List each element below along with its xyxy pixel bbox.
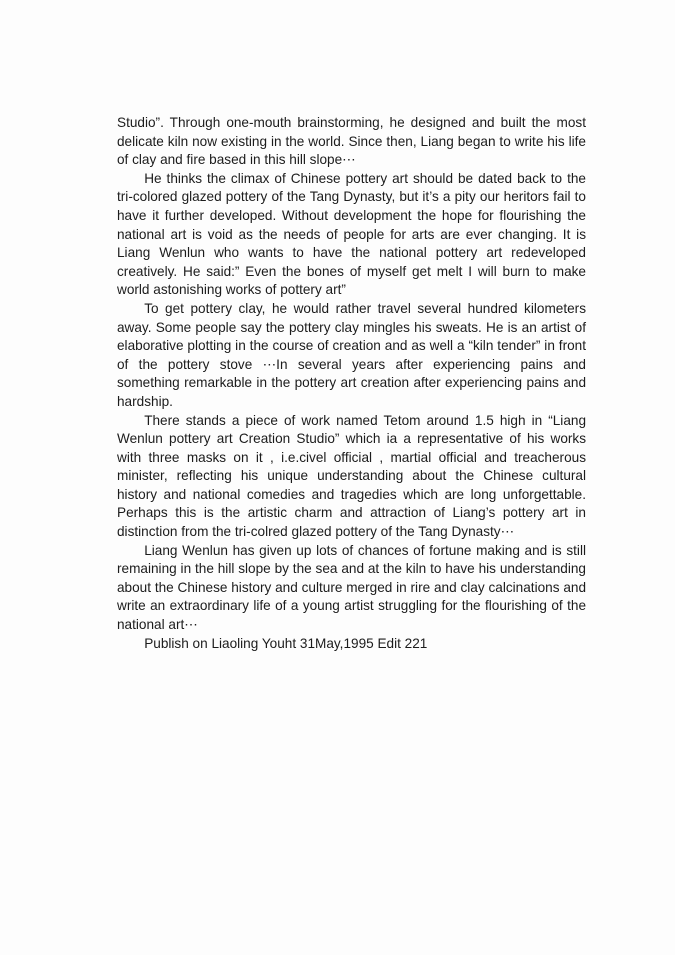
paragraph-pottery-clay: To get pottery clay, he would rather travel several hundred kilometers away. Some people say the pottery clay mingles his sweats. He is an artist of elaborative plotting in the course of creation and as well a “kiln tender” in front of the pottery stove ⋯In several years after experiencing pains and something remarkable in the pottery art creation after experiencing pains and hardship. — [117, 300, 586, 409]
paragraph-continuation: Studio”. Through one-mouth brainstorming, he designed and built the most delicate kiln now existing in the world. Since then, Liang began to write his life of clay and fire based in this hill slope⋯ — [117, 115, 586, 168]
paragraph-tetom-work: There stands a piece of work named Tetom around 1.5 high in “Liang Wenlun pottery art Creation Studio” which ia a representative of his works with three masks on it , i.e.civel official , martial official and treacherous minister, reflecting his unique understanding about the Chinese cultural history and national comedies and tragedies which are long unforgettable. Perhaps this is the artistic charm and attraction of Liang’s pottery art in distinction from the tri-colred glazed pottery of the Tang Dynasty⋯ — [117, 412, 586, 540]
article-body — [117, 114, 586, 653]
paragraph-fortune-making: Liang Wenlun has given up lots of chances of fortune making and is still remaining in the hill slope by the sea and at the kiln to have his understanding about the Chinese history and culture merged in rire and clay calcinations and write an extraordinary life of a young artist struggling for the flourishing of the national art⋯ — [117, 542, 586, 633]
publish-line: Publish on Liaoling Youht 31May,1995 Edit 221 — [144, 635, 428, 651]
paragraph-climax-of-pottery: He thinks the climax of Chinese pottery art should be dated back to the tri-colored glazed pottery of the Tang Dynasty, but it’s a pity our heritors fail to have it further developed. Without development the hope for flourishing the national art is void as the needs of people for arts are ever changing. It is Liang Wenlun who wants to have the national pottery art redeveloped creatively. He said:” Even the bones of myself get melt I will burn to make world astonishing works of pottery art” — [117, 170, 586, 298]
